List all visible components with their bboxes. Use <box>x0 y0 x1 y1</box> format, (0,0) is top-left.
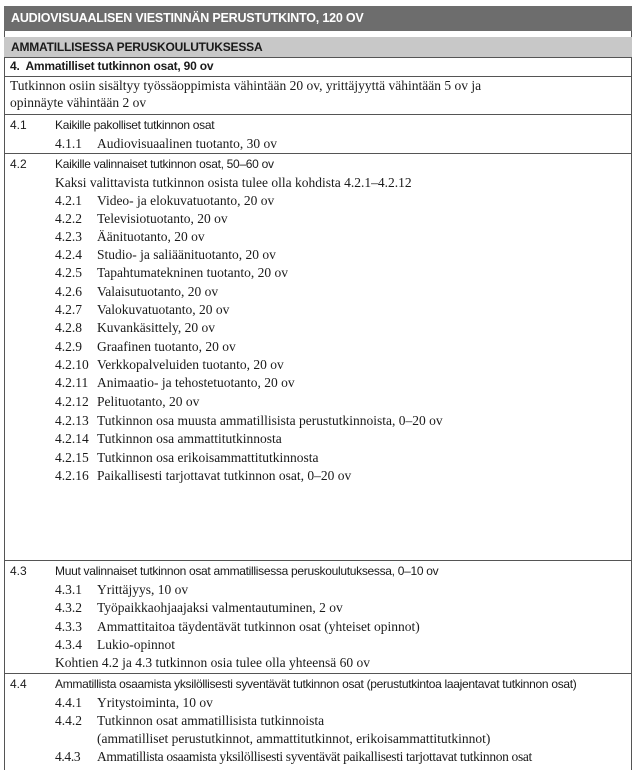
item-text: Televisiotuotanto, 20 ov <box>97 211 228 226</box>
item-text: Äänituotanto, 20 ov <box>97 229 205 244</box>
list-item <box>55 136 277 152</box>
list-item <box>55 375 295 391</box>
item-number: 4.2.3 <box>55 229 82 244</box>
item-text: Valaisutuotanto, 20 ov <box>97 284 219 299</box>
item-number: 4.2.5 <box>55 265 82 280</box>
subsection-title: Muut valinnaiset tutkinnon osat ammatillisessa peruskoulutuksessa, 0–10 ov <box>55 564 439 578</box>
item-text: Animaatio- ja tehostetuotanto, 20 ov <box>97 375 295 390</box>
subsection-title: Ammatillista osaamista yksilöllisesti syventävät tutkinnon osat (perustutkintoa laajentavat tutkinnon osat) <box>55 677 577 691</box>
item-number: 4.4.1 <box>55 695 82 710</box>
item-text: Yritystoiminta, 10 ov <box>97 695 213 710</box>
item-text: Ammatillista osaamista yksilöllisesti syventävät paikallisesti tarjottavat tutkinnon osat <box>97 749 532 764</box>
list-item <box>55 229 205 245</box>
list-item <box>55 713 324 729</box>
section-title-text: Ammatilliset tutkinnon osat, 90 ov <box>25 59 214 73</box>
item-text: Tapahtumatekninen tuotanto, 20 ov <box>97 265 289 280</box>
subsection-title: Kaikille pakolliset tutkinnon osat <box>55 118 215 132</box>
item-number: 4.3.3 <box>55 619 82 634</box>
item-text: Tutkinnon osa erikoisammattitutkinnosta <box>97 450 319 465</box>
divider <box>4 560 632 561</box>
item-text: Audiovisuaalinen tuotanto, 30 ov <box>97 136 277 151</box>
subsection-number: 4.4 <box>10 677 27 691</box>
item-number: 4.2.13 <box>55 413 89 428</box>
list-item <box>55 339 236 355</box>
degree-subtitle: AMMATILLISESSA PERUSKOULUTUKSESSA <box>4 37 632 57</box>
item-text: Tutkinnon osat ammatillisista tutkinnoista <box>97 713 325 728</box>
item-number: 4.3.4 <box>55 637 82 652</box>
item-text: Yrittäjyys, 10 ov <box>97 582 189 597</box>
list-item <box>55 247 276 263</box>
item-text: Valokuvatuotanto, 20 ov <box>97 302 230 317</box>
divider <box>4 673 632 674</box>
list-item <box>55 284 218 300</box>
subsection-note: Kohtien 4.2 ja 4.3 tutkinnon osia tulee olla yhteensä 60 ov <box>55 655 370 670</box>
item-text: Kuvankäsittely, 20 ov <box>97 320 215 335</box>
list-item <box>55 413 443 429</box>
item-number: 4.2.6 <box>55 284 82 299</box>
list-item <box>55 193 274 209</box>
item-text: Tutkinnon osa ammattitutkinnosta <box>97 431 282 446</box>
subsection-number: 4.3 <box>10 564 27 578</box>
item-text: Paikallisesti tarjottavat tutkinnon osat, 0–20 ov <box>97 468 352 483</box>
list-item <box>55 637 175 653</box>
section-title <box>10 57 213 76</box>
item-text: Studio- ja saliäänituotanto, 20 ov <box>97 247 276 262</box>
list-item <box>55 357 284 373</box>
list-item <box>55 302 229 318</box>
item-number: 4.2.14 <box>55 431 89 446</box>
subsection-number: 4.1 <box>10 118 27 132</box>
item-number: 4.2.11 <box>55 375 89 390</box>
subsection-title: Kaikille valinnaiset tutkinnon osat, 50–60 ov <box>55 157 274 171</box>
item-text: Työpaikkaohjaajaksi valmentautuminen, 2 ov <box>97 600 343 615</box>
item-number: 4.2.16 <box>55 468 89 483</box>
subsection-note: Kaksi valittavista tutkinnon osista tulee olla kohdista 4.2.1–4.2.12 <box>55 175 412 190</box>
list-item <box>55 265 288 281</box>
list-item <box>55 749 532 765</box>
subsection-number: 4.2 <box>10 157 27 171</box>
item-number: 4.2.15 <box>55 450 89 465</box>
item-continuation: (ammatilliset perustutkinnot, ammattitutkinnot, erikoisammattitutkinnot) <box>97 731 491 746</box>
list-item <box>55 619 420 635</box>
list-item <box>55 695 213 711</box>
list-item <box>55 600 343 616</box>
item-text: Pelituotanto, 20 ov <box>97 394 200 409</box>
section-intro <box>10 77 570 111</box>
item-number: 4.2.2 <box>55 211 82 226</box>
list-item <box>55 394 199 410</box>
divider <box>4 114 632 115</box>
item-number: 4.4.3 <box>55 749 81 764</box>
list-item <box>55 582 188 598</box>
degree-title: AUDIOVISUAALISEN VIESTINNÄN PERUSTUTKINTO, 120 OV <box>4 6 632 31</box>
item-number: 4.2.10 <box>55 357 89 372</box>
item-text: Tutkinnon osa muusta ammatillisista perustutkinnoista, 0–20 ov <box>97 413 443 428</box>
item-number: 4.3.1 <box>55 582 82 597</box>
section-number: 4. <box>10 59 20 73</box>
item-text: Ammattitaitoa täydentävät tutkinnon osat (yhteiset opinnot) <box>97 619 420 634</box>
list-item <box>55 320 215 336</box>
list-item <box>55 431 282 447</box>
item-text: Lukio-opinnot <box>97 637 175 652</box>
list-item <box>55 450 319 466</box>
item-number: 4.2.12 <box>55 394 89 409</box>
list-item <box>55 468 351 484</box>
intro-line: opinnäyte vähintään 2 ov <box>10 95 147 110</box>
item-number: 4.2.1 <box>55 193 82 208</box>
item-text: Verkkopalveluiden tuotanto, 20 ov <box>97 357 284 372</box>
item-number: 4.2.8 <box>55 320 82 335</box>
item-text: Video- ja elokuvatuotanto, 20 ov <box>97 193 275 208</box>
item-number: 4.4.2 <box>55 713 82 728</box>
item-number: 4.3.2 <box>55 600 82 615</box>
item-number: 4.2.9 <box>55 339 82 354</box>
item-number: 4.2.4 <box>55 247 82 262</box>
item-number: 4.1.1 <box>55 136 82 151</box>
divider <box>4 153 632 154</box>
item-number: 4.2.7 <box>55 302 82 317</box>
intro-line: Tutkinnon osiin sisältyy työssäoppimista vähintään 20 ov, yrittäjyyttä vähintään 5 ov ja <box>10 78 482 93</box>
list-item <box>55 211 228 227</box>
item-text: Graafinen tuotanto, 20 ov <box>97 339 236 354</box>
